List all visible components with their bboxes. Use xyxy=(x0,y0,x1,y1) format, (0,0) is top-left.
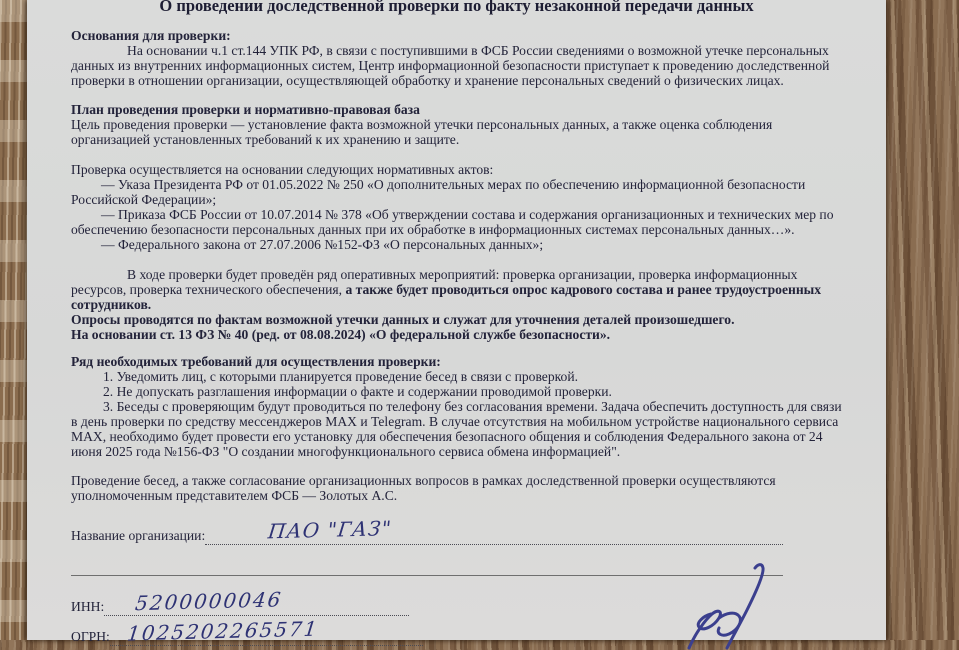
organization-name-line xyxy=(205,516,783,545)
plan-paragraph: Цель проведения проверки — установление факта возможной утечки персональных данных, а также оценка соблюдения организацией установленных требований к их хранению и защите. xyxy=(71,117,773,147)
normative-item: — Федерального закона от 27.07.2006 №152-ФЗ «О персональных данных»; xyxy=(101,237,544,252)
ogrn-label: ОГРН: xyxy=(71,629,110,644)
requirement-item: 3. Беседы с проверяющим будут проводиться по телефону без согласования времени. Задача обеспечить доступность для связи в день проверки по средству мессенджеров MAX и Telegram. В случае отсутствия на мобильном устройстве национального сервиса MAX, необходимо будет провести его установку для обеспечения безопасного общения и соблюдения Федерального закона от 24 июня 2025 года №156-ФЗ "О создании многофункционального сервиса обмена информацией". xyxy=(71,399,842,459)
handwritten-signature xyxy=(659,560,789,650)
grounds-heading: Основания для проверки: xyxy=(71,28,231,43)
document-title: О проведении доследственной проверки по факту незаконной передачи данных xyxy=(159,0,754,15)
wooden-table-left-plank xyxy=(0,0,27,640)
ogrn-row xyxy=(71,616,423,646)
inn-row xyxy=(71,587,409,616)
closing-paragraph: Проведение бесед, а также согласование организационных вопросов в рамках доследственной проверки осуществляются уполномоченным представителем ФСБ — Золотых А.С. xyxy=(71,473,776,503)
inn-line xyxy=(104,587,409,616)
surveys-note: Опросы проводятся по фактам возможной утечки данных и служат для уточнения деталей произошедшего. xyxy=(71,312,735,327)
measures-normal-text: В ходе проверки будет проведён ряд оперативных мероприятий: проверка организации, проверка информационных ресурсов, проверка технического обеспечения, xyxy=(71,267,798,297)
normative-item: — Указа Президента РФ от 01.05.2022 № 250 «О дополнительных мерах по обеспечению информационной безопасности Российской Федерации»; xyxy=(71,177,806,207)
grounds-paragraph: На основании ч.1 ст.144 УПК РФ, в связи с поступившими в ФСБ России сведениями о возможной утечке персональных данных из внутренних информационных систем, Центр информационной безопасности приступает к проведению доследственной проверки в отношении организации, осуществляющей обработку и хранение персональных сведений о физических лицах. xyxy=(71,43,830,88)
requirements-heading: Ряд необходимых требований для осуществления проверки: xyxy=(71,354,441,369)
inn-label: ИНН: xyxy=(71,599,105,614)
normative-item: — Приказа ФСБ России от 10.07.2014 № 378 «Об утверждении состава и содержания организационных и технических мер по обеспечению безопасности персональных данных при их обработке в информационных системах персональных данных…». xyxy=(71,207,834,237)
plan-heading: План проведения проверки и нормативно-правовая база xyxy=(71,102,420,117)
organization-name-label: Название организации: xyxy=(71,528,206,543)
document-content xyxy=(27,0,886,646)
legal-basis-note: На основании ст. 13 ФЗ № 40 (ред. от 08.08.2024) «О федеральной службе безопасности». xyxy=(71,327,611,342)
organization-name-row xyxy=(71,516,783,545)
requirement-item: 1. Уведомить лиц, с которыми планируется проведение бесед в связи с проверкой. xyxy=(103,369,579,384)
paper-sheet xyxy=(27,0,886,646)
organization-name-handwritten-value: ПАО "ГАЗ" xyxy=(267,516,394,544)
measures-paragraph xyxy=(71,267,842,312)
measures-bold-text: а также будет проводиться опрос кадрового состава и ранее трудоустроенных сотрудников. xyxy=(71,282,822,312)
ogrn-handwritten-value: 1025202265571 xyxy=(125,616,320,646)
inn-handwritten-value: 5200000046 xyxy=(134,587,285,616)
requirement-item: 2. Не допускать разглашения информации о факте и содержании проводимой проверки. xyxy=(103,384,612,399)
ogrn-line xyxy=(110,616,423,646)
normative-intro: Проверка осуществляется на основании следующих нормативных актов: xyxy=(71,162,494,177)
